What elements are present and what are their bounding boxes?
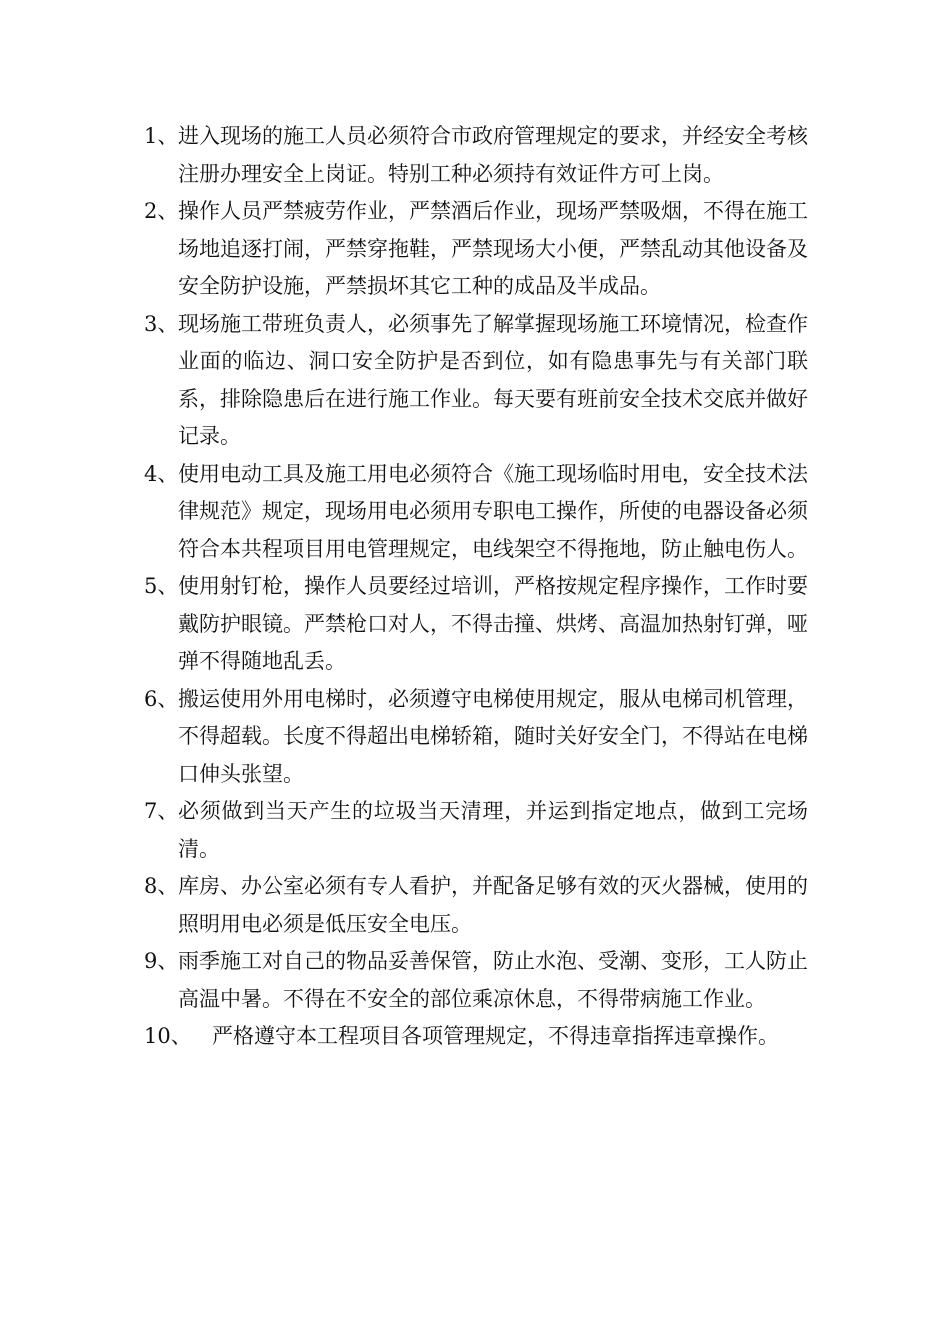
rule-number: 10、 <box>144 1024 192 1048</box>
rule-text: 必须做到当天产生的垃圾当天清理，并运到指定地点，做到工完场清。 <box>178 799 808 861</box>
rule-text: 严格遵守本工程项目各项管理规定，不得违章指挥违章操作。 <box>212 1024 779 1048</box>
rule-number: 1、 <box>144 124 179 148</box>
rule-text: 使用射钉枪，操作人员要经过培训，严格按规定程序操作，工作时要戴防护眼镜。严禁枪口对人，不得击撞、烘烤、高温加热射钉弹，哑弹不得随地乱丢。 <box>178 574 808 673</box>
rule-text: 现场施工带班负责人，必须事先了解掌握现场施工环境情况，检查作业面的临边、洞口安全防护是否到位，如有隐患事先与有关部门联系，排除隐患后在进行施工作业。每天要有班前安全技术交底并做好记录。 <box>178 311 808 448</box>
rule-item <box>144 681 808 794</box>
rule-item <box>144 868 808 943</box>
rule-text: 使用电动工具及施工用电必须符合《施工现场临时用电，安全技术法律规范》规定，现场用电必须用专职电工操作，所使的电器设备必须符合本共程项目用电管理规定，电线架空不得拖地，防止触电伤人。 <box>178 461 808 561</box>
rule-item <box>144 568 808 681</box>
rule-item <box>144 943 808 1018</box>
rule-number: 5、 <box>144 574 179 598</box>
rule-text: 操作人员严禁疲劳作业，严禁酒后作业，现场严禁吸烟，不得在施工场地追逐打闹，严禁穿拖鞋，严禁现场大小便，严禁乱动其他设备及安全防护设施，严禁损坏其它工种的成品及半成品。 <box>178 199 808 298</box>
rule-number: 3、 <box>144 311 179 336</box>
rule-number: 7、 <box>144 799 179 823</box>
rule-number: 9、 <box>144 949 179 973</box>
rule-text: 库房、办公室必须有专人看护，并配备足够有效的灭火器械，使用的照明用电必须是低压安全电压。 <box>178 874 808 936</box>
rule-number: 4、 <box>144 461 179 486</box>
rule-item <box>144 1018 808 1056</box>
rule-item <box>144 793 808 868</box>
rule-text: 进入现场的施工人员必须符合市政府管理规定的要求，并经安全考核注册办理安全上岗证。特别工种必须持有效证件方可上岗。 <box>178 124 808 186</box>
rule-number: 2、 <box>144 199 179 223</box>
rule-item <box>144 306 808 456</box>
safety-rules-list <box>144 118 808 1056</box>
rule-text: 雨季施工对自己的物品妥善保管，防止水泡、受潮、变形，工人防止高温中暑。不得在不安全的部位乘凉休息，不得带病施工作业。 <box>178 949 808 1011</box>
rule-item <box>144 193 808 306</box>
rule-number: 6、 <box>144 686 179 711</box>
rule-number: 8、 <box>144 874 179 898</box>
rule-item <box>144 456 808 569</box>
rule-item <box>144 118 808 193</box>
rule-text: 搬运使用外用电梯时，必须遵守电梯使用规定，服从电梯司机管理，不得超载。长度不得超出电梯轿箱，随时关好安全门，不得站在电梯口伸头张望。 <box>178 686 808 786</box>
